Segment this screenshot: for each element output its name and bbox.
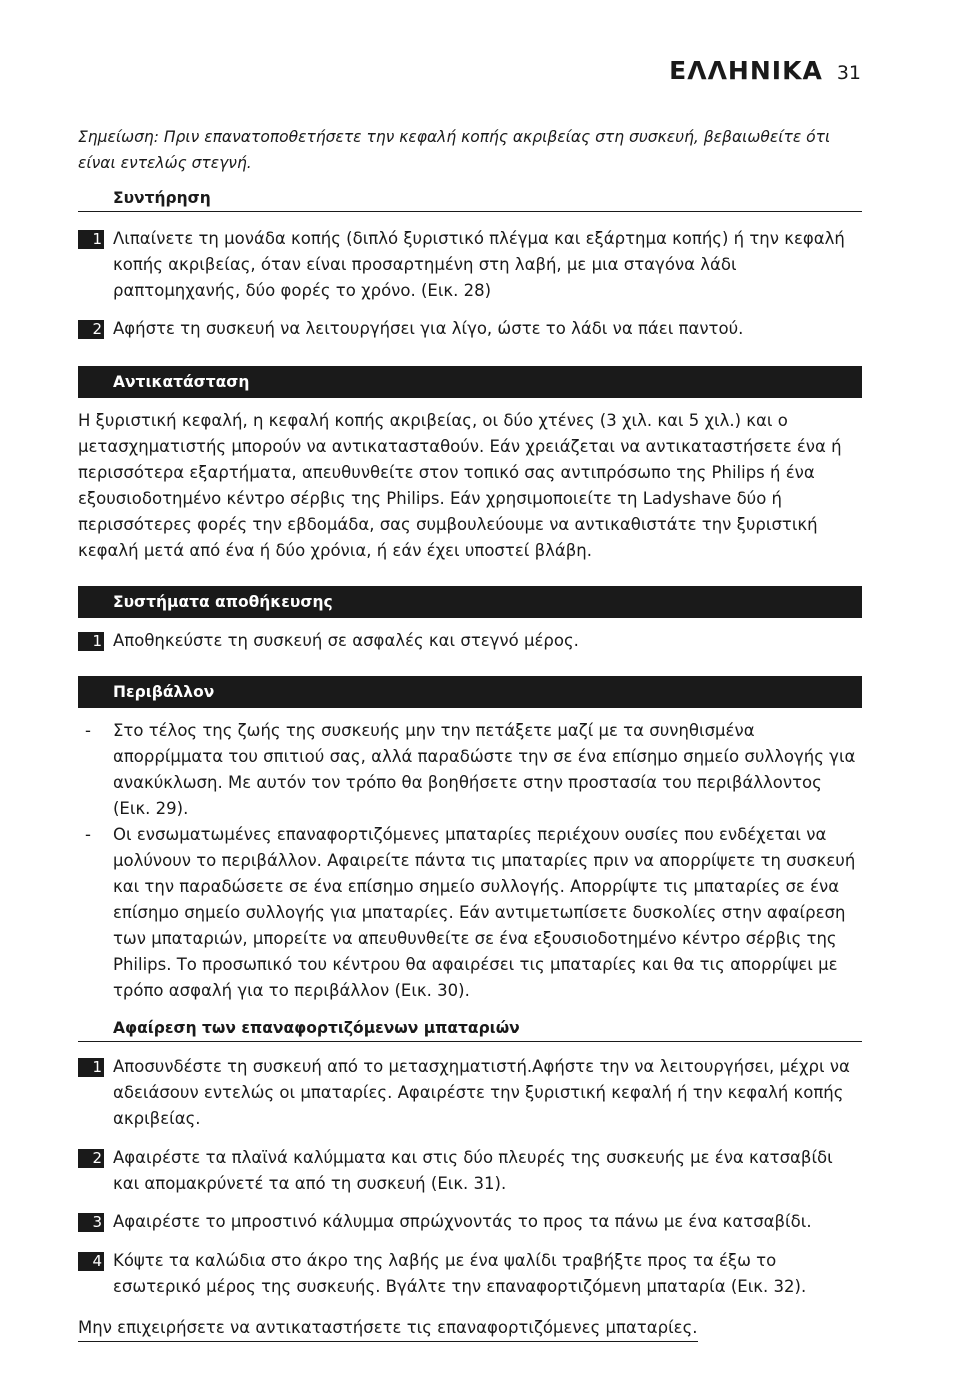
section-heading-battery-removal: Αφαίρεση των επαναφορτιζόμενων μπαταριών — [78, 1017, 862, 1042]
step-text: Αφαιρέστε το μπροστινό κάλυμμα σπρώχνοντάς το προς τα πάνω με ένα κατσαβίδι. — [113, 1212, 812, 1231]
section-heading-storage: Συστήματα αποθήκευσης — [78, 586, 862, 618]
storage-step-1 — [78, 628, 862, 654]
step-number: 3 — [78, 1213, 104, 1232]
section-heading-replacement: Αντικατάσταση — [78, 366, 862, 398]
step-text: Αποθηκεύστε τη συσκευή σε ασφαλές και στεγνό μέρος. — [113, 631, 579, 650]
maintenance-step-2 — [78, 316, 862, 342]
step-text: Αποσυνδέστε τη συσκευή από το μετασχηματιστή.Αφήστε την να λειτουργήσει, μέχρι να αδειάσουν εντελώς οι μπαταρίες. Αφαιρέστε την ξυριστική κεφαλή ή την κεφαλή κοπής ακριβείας. — [113, 1057, 850, 1128]
bullet-text: Οι ενσωματωμένες επαναφορτιζόμενες μπαταρίες περιέχουν ουσίες που ενδέχεται να μολύνουν το περιβάλλον. Αφαιρείτε πάντα τις μπαταρίες πριν να απορρίψετε τη συσκευή και την παραδώσετε σε ένα επίσημο σημείο συλλογής. Απορρίψτε τις μπαταρίες σε ένα επίσημο σημείο συλλογής για μπαταρίες. Εάν αντιμετωπίσετε δυσκολίες στην αφαίρεση των μπαταριών, μπορείτε να απευθυνθείτε σε ένα εξουσιοδοτημένο κέντρο σέρβις της Philips. Το προσωπικό του κέντρου θα αφαιρέσει τις μπαταρίες και θα τις απορρίψει με τρόπο ασφαλή για το περιβάλλον (Εικ. 30). — [113, 825, 856, 1000]
battery-step-1 — [78, 1054, 862, 1132]
step-number: 1 — [78, 632, 104, 651]
step-number: 4 — [78, 1252, 104, 1271]
battery-step-2 — [78, 1145, 862, 1197]
step-text: Λιπαίνετε τη μονάδα κοπής (διπλό ξυριστικό πλέγμα και εξάρτημα κοπής) ή την κεφαλή κοπής ακριβείας, όταν είναι προσαρτημένη στη λαβή, με μια σταγόνα λάδι ραπτομηχανής, δύο φορές το χρόνο. (Εικ. 28) — [113, 229, 845, 300]
step-text: Αφαιρέστε τα πλαϊνά καλύμματα και στις δύο πλευρές της συσκευής με ένα κατσαβίδι και απομακρύνετέ τα από τη συσκευή (Εικ. 31). — [113, 1148, 833, 1193]
battery-step-3 — [78, 1209, 862, 1235]
step-number: 2 — [78, 1149, 104, 1168]
section-heading-maintenance: Συντήρηση — [78, 187, 862, 212]
bullet-dash: - — [85, 825, 91, 844]
section-heading-environment: Περιβάλλον — [78, 676, 862, 708]
replacement-paragraph: Η ξυριστική κεφαλή, η κεφαλή κοπής ακριβείας, οι δύο χτένες (3 χιλ. και 5 χιλ.) και ο μετασχηματιστής μπορούν να αντικατασταθούν. Εάν χρειάζεται να αντικαταστήσετε ένα ή περισσότερα εξαρτήματα, απευθυνθείτε στον τοπικό σας αντιπρόσωπο της Philips ή ένα εξουσιοδοτημένο κέντρο σέρβις της Philips. Εάν χρησιμοποιείτε τη Ladyshave δύο ή περισσότερες φορές την εβδομάδα, σας συμβουλεύουμε να αντικαθιστάτε την ξυριστική κεφαλή μετά από ένα ή δύο χρόνια, ή εάν έχει υποστεί βλάβη. — [78, 411, 842, 560]
page-header — [669, 56, 861, 85]
page-number: 31 — [836, 62, 861, 84]
step-text: Αφήστε τη συσκευή να λειτουργήσει για λίγο, ώστε το λάδι να πάει παντού. — [113, 319, 744, 338]
list-item — [78, 822, 862, 1004]
bullet-text: Στο τέλος της ζωής της συσκευής μην την πετάξετε μαζί με τα συνηθισμένα απορρίμματα του σπιτιού σας, αλλά παραδώστε την σε ένα επίσημο σημείο συλλογής για ανακύκλωση. Με αυτόν τον τρόπο θα βοηθήσετε στην προστασία του περιβάλλοντος (Εικ. 29). — [113, 721, 856, 818]
language-title: ΕΛΛΗΝΙΚΑ — [669, 56, 823, 85]
step-number: 1 — [78, 1058, 104, 1077]
final-warning: Μην επιχειρήσετε να αντικαταστήσετε τις επαναφορτιζόμενες μπαταρίες. — [78, 1315, 698, 1342]
list-item — [78, 718, 862, 822]
step-number: 2 — [78, 320, 104, 339]
maintenance-step-1 — [78, 226, 862, 304]
note-text: Σημείωση: Πριν επανατοποθετήσετε την κεφαλή κοπής ακριβείας στη συσκευή, βεβαιωθείτε ότι είναι εντελώς στεγνή. — [78, 128, 831, 172]
step-text: Κόψτε τα καλώδια στο άκρο της λαβής με ένα ψαλίδι τραβήξτε προς τα έξω το εσωτερικό μέρος της συσκευής. Βγάλτε την επαναφορτιζόμενη μπαταρία (Εικ. 32). — [113, 1251, 807, 1296]
environment-bullets — [78, 718, 862, 1004]
step-number: 1 — [78, 230, 104, 249]
bullet-dash: - — [85, 721, 91, 740]
battery-step-4 — [78, 1248, 862, 1300]
